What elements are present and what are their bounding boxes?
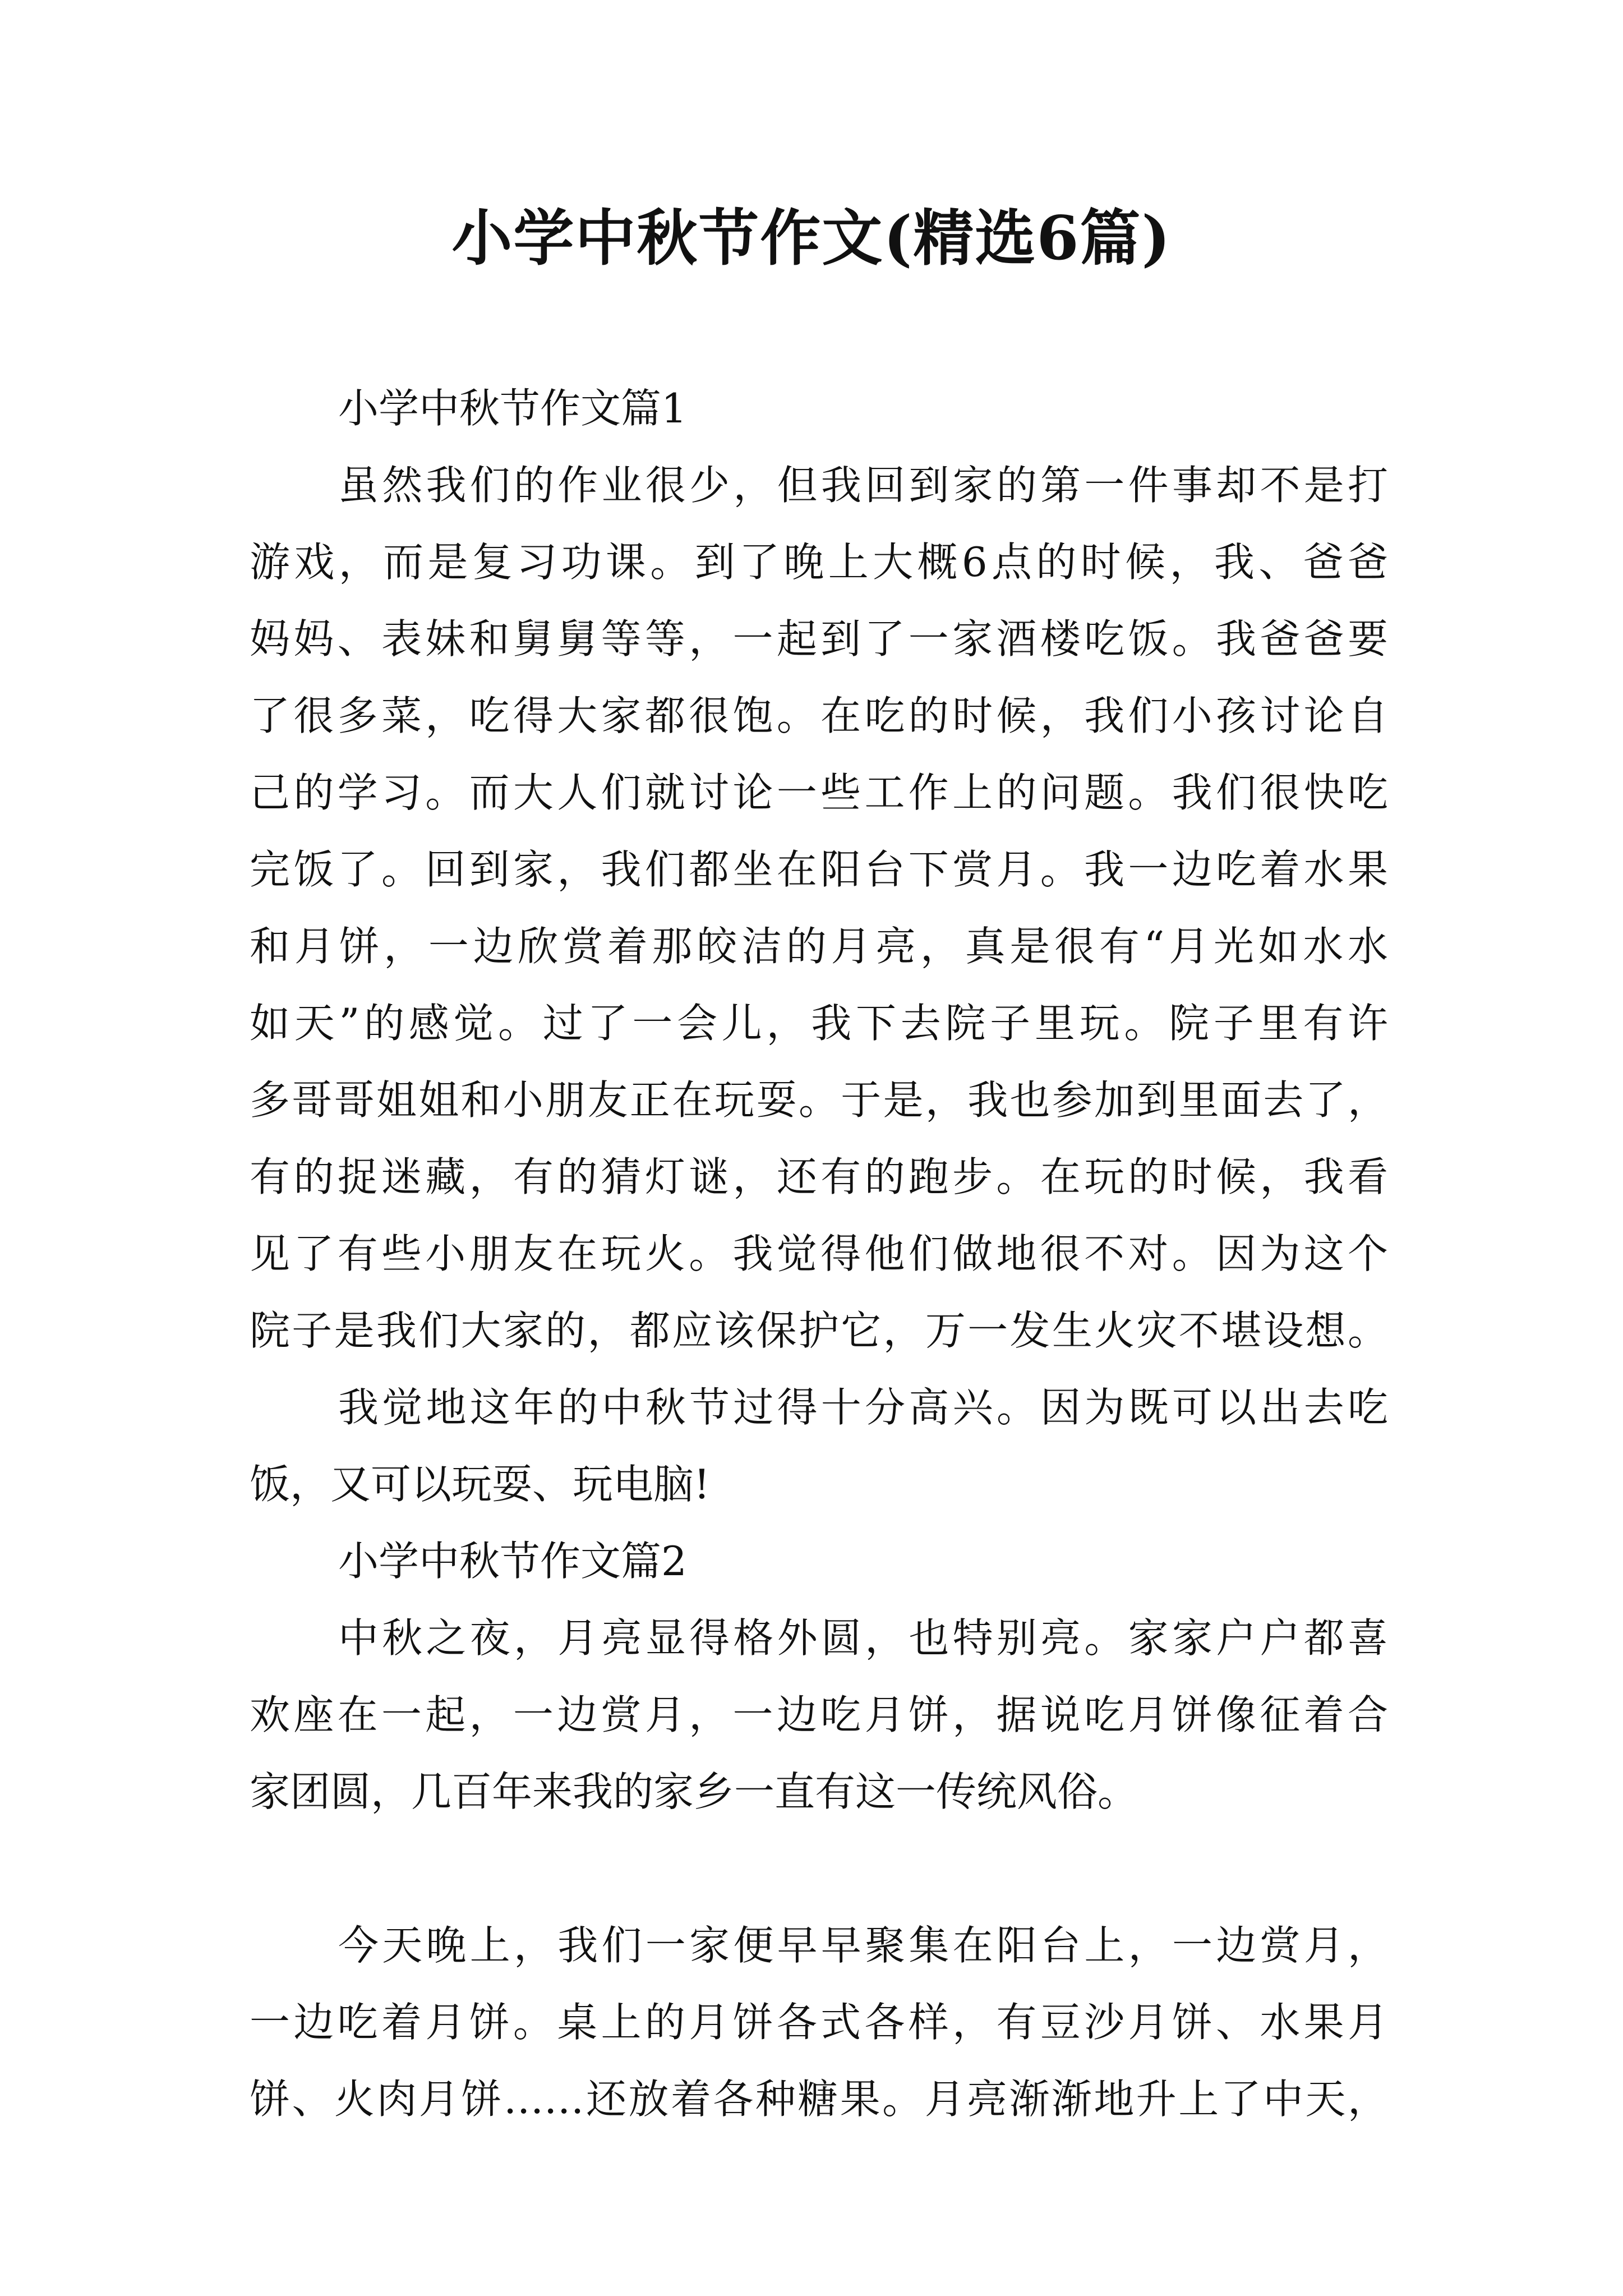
text-line: 小学中秋节作文篇2 (338, 1538, 687, 1585)
text-line: 家团圆，几百年来我的家乡一直有这一传统风俗。 (250, 1768, 1138, 1815)
text-line: 一边吃着月饼。桌上的月饼各式各样，有豆沙月饼、水果月 (250, 1999, 1388, 2046)
text-line: 饭，又可以玩耍、玩电脑! (250, 1461, 710, 1508)
document-body (250, 370, 1388, 2138)
text-line: 完饭了。回到家，我们都坐在阳台下赏月。我一边吃着水果 (250, 846, 1388, 893)
text-line: 己的学习。而大人们就讨论一些工作上的问题。我们很快吃 (250, 769, 1388, 816)
text-line: 如天”的感觉。过了一会儿，我下去院子里玩。院子里有许 (250, 1000, 1388, 1047)
text-line: 院子是我们大家的，都应该保护它，万一发生火灾不堪设想。 (250, 1307, 1388, 1354)
text-line: 中秋之夜，月亮显得格外圆，也特别亮。家家户户都喜 (338, 1614, 1388, 1662)
blank-line (250, 1830, 1388, 1907)
text-line: 见了有些小朋友在玩火。我觉得他们做地很不对。因为这个 (250, 1230, 1388, 1277)
text-line: 小学中秋节作文篇1 (338, 385, 687, 432)
text-line: 妈妈、表妹和舅舅等等，一起到了一家酒楼吃饭。我爸爸要 (250, 615, 1388, 662)
text-line: 了很多菜，吃得大家都很饱。在吃的时候，我们小孩讨论自 (250, 692, 1388, 739)
text-line: 饼、火肉月饼……还放着各种糖果。月亮渐渐地升上了中天， (250, 2076, 1388, 2123)
text-line: 和月饼，一边欣赏着那皎洁的月亮，真是很有“月光如水水 (250, 923, 1388, 970)
text-line: 游戏，而是复习功课。到了晚上大概6点的时候，我、爸爸 (250, 539, 1388, 586)
text-line: 有的捉迷藏，有的猜灯谜，还有的跑步。在玩的时候，我看 (250, 1153, 1388, 1200)
text-line: 今天晚上，我们一家便早早聚集在阳台上，一边赏月， (338, 1922, 1388, 1969)
text-line: 多哥哥姐姐和小朋友正在玩耍。于是，我也参加到里面去了， (250, 1076, 1388, 1124)
text-line: 虽然我们的作业很少，但我回到家的第一件事却不是打 (338, 462, 1388, 509)
document-title: 小学中秋节作文(精选6篇) (451, 203, 1172, 274)
text-line: 我觉地这年的中秋节过得十分高兴。因为既可以出去吃 (338, 1384, 1388, 1431)
text-line: 欢座在一起，一边赏月，一边吃月饼，据说吃月饼像征着合 (250, 1691, 1388, 1738)
